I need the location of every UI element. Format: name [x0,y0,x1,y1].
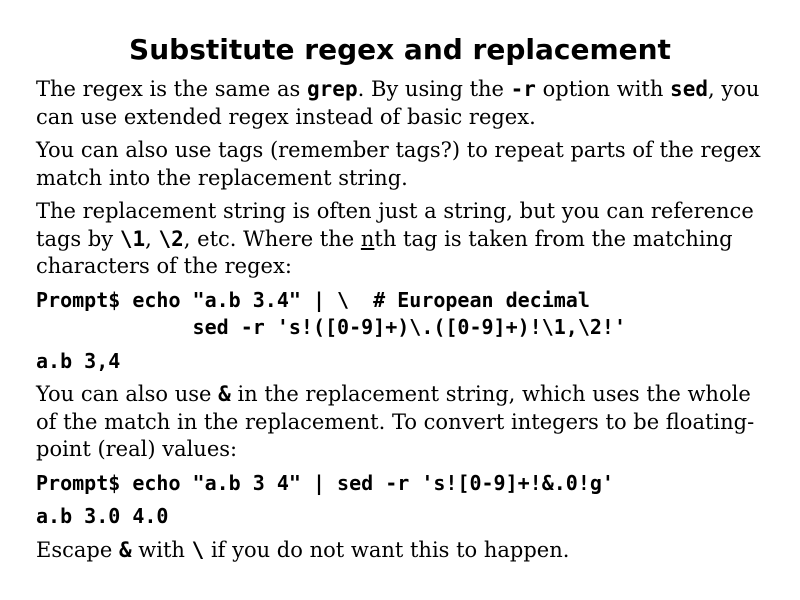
inline-code-ampersand: & [118,537,132,562]
text: in the replacement string, which uses the whole of the match in the replacement. To convert integers to be floating-point (real) values: [36,382,755,461]
inline-code-grep: grep [307,77,358,101]
text: with [131,537,192,562]
inline-code-tag-1: \1 [119,226,146,251]
inline-code-sed: sed [670,77,708,101]
paragraph-escape [36,537,776,565]
inline-code-backslash: \ [191,537,205,562]
code-line: Prompt$ echo "a.b 3.4" | \ # European decimal [36,287,590,312]
text: option with [535,77,671,101]
text: , etc. Where the [183,226,361,251]
text: . By using the [357,77,511,101]
paragraph-ampersand [36,381,776,464]
text: , you can use extended regex instead of basic regex. [36,77,760,129]
code-block-european-decimal [36,287,776,342]
text: , [145,226,159,251]
inline-code-tag-2: \2 [158,226,184,251]
slide-title: Substitute regex and replacement [129,33,671,66]
text: The replacement string is often just a string, but you can reference tags by [36,199,754,251]
underlined-n: n [360,226,375,251]
text: Escape [36,537,119,562]
slide-body [36,76,776,570]
code-line: sed -r 's!([0-9]+)\.([0-9]+)!\1,\2!' [36,315,627,339]
paragraph-tags: You can also use tags (remember tags?) to repeat parts of the regex match into the replacement string. [36,138,761,190]
code-output-1: a.b 3,4 [36,348,121,373]
code-block-float-convert: Prompt$ echo "a.b 3 4" | sed -r 's![0-9]+!&.0!g' [36,470,614,495]
text: You can also use [36,382,219,406]
inline-code-ampersand: & [218,382,231,406]
text: th tag is taken from the matching characters of the regex: [36,226,733,278]
paragraph-regex-grep [36,76,776,131]
inline-code-r-option: -r [510,77,536,101]
text: if you do not want this to happen. [204,537,570,562]
paragraph-replacement-string [36,198,776,281]
code-output-2: a.b 3.0 4.0 [36,504,169,528]
text: The regex is the same as [36,77,308,101]
